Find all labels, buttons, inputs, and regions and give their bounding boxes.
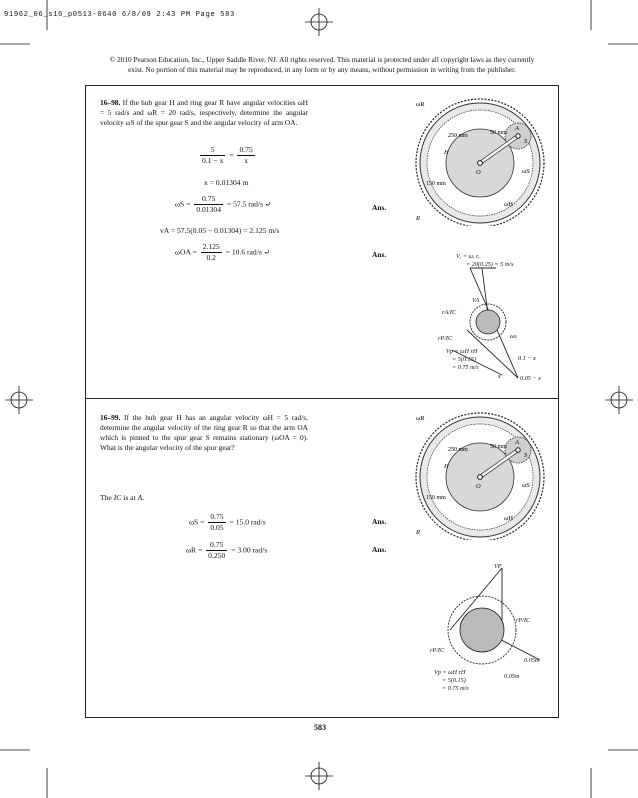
eq-ratio: $\frac{5}{0.1 - x}$ = $\frac{0.75}{x}$ bbox=[202, 145, 253, 165]
ic-statement: The IC is at A. bbox=[100, 493, 145, 502]
omega-h-label: ωH bbox=[504, 201, 513, 208]
handwritten-note: Vp = ωH rH bbox=[446, 348, 478, 355]
origin-label: O bbox=[476, 483, 481, 490]
handwritten-note: 0.1 − x bbox=[518, 355, 536, 362]
answer-label: Ans. bbox=[372, 250, 387, 259]
handwritten-note: = 5(0.15) bbox=[452, 356, 476, 363]
point-a-label: A bbox=[515, 125, 519, 132]
ring-gear-label: R bbox=[416, 215, 420, 222]
origin-label: O bbox=[476, 169, 481, 176]
point-a-label: A bbox=[515, 439, 519, 446]
eq-omega-s-99: ωS = $\frac{0.75}{0.05}$ = 15.0 rad/s bbox=[189, 512, 266, 532]
handwritten-note: rA/IC bbox=[442, 309, 457, 316]
page-number: 583 bbox=[314, 723, 326, 732]
problem-98-statement: 16–98. If the hub gear H and ring gear R have angular velocities ωH = 5 rad/s and ωR = 20 rad/s, respectively, determine the angular velocity ωS of the spur gear S and the angular velocity of arm OA. bbox=[100, 98, 308, 127]
radius-50-label: 50 mm bbox=[490, 444, 507, 450]
omega-r-label: ωR bbox=[416, 101, 425, 108]
omega-h-label: ωH bbox=[504, 515, 513, 522]
spur-gear-label: S bbox=[524, 452, 528, 459]
print-slug: 91962_06_s16_p0513-0640 6/8/09 2:43 PM Page 583 bbox=[4, 11, 235, 19]
copyright-notice: © 2010 Pearson Education, Inc., Upper Saddle River, NJ. All rights reserved. This material is protected under all copyright laws as they currently exist. No portion of this material may be reproduced, in any form or by any means, without permission in writing from the publisher. bbox=[109, 55, 535, 74]
ring-gear-label: R bbox=[416, 529, 420, 536]
handwritten-note: Vp = ωH rH bbox=[434, 669, 466, 676]
eq-x: x = 0.01304 m bbox=[204, 178, 249, 187]
radius-150-label: 150 mm bbox=[426, 181, 446, 187]
ccw-arrow-icon: ⤾ bbox=[264, 199, 272, 209]
handwritten-note: x bbox=[498, 373, 501, 380]
eq-omega-oa: ωOA = $\frac{2.125}{0.2}$ = 10.6 rad/s ⤾ bbox=[175, 242, 271, 262]
handwritten-note: rP/IC bbox=[516, 617, 531, 624]
problem-99-statement: 16–99. If the hub gear H has an angular velocity ωH = 5 rad/s, determine the angular velocity of the ring gear R so that the arm OA which is pinned to the spur gear S remains stationary (ωOA = 0). What is the angular velocity of the spur gear? bbox=[100, 413, 308, 452]
hub-gear-label: H bbox=[444, 149, 449, 156]
gear-diagram bbox=[412, 96, 552, 226]
handwritten-note: Vᵣ = ωᵣ rᵣ bbox=[456, 253, 480, 260]
handwritten-note: rP/IC bbox=[430, 647, 445, 654]
handwritten-note: = 0.75 m/s bbox=[442, 685, 469, 692]
handwritten-note: 0.05m bbox=[504, 673, 520, 680]
handwritten-note: 0.05 − x bbox=[520, 375, 541, 382]
eq-va: vA = 57.5(0.05 − 0.01304) = 2.125 m/s bbox=[160, 226, 280, 235]
omega-s-label: ωS bbox=[522, 482, 530, 489]
velocity-sketch bbox=[412, 250, 547, 390]
radius-250-label: 250 mm bbox=[448, 133, 468, 139]
omega-r-label: ωR bbox=[416, 415, 425, 422]
hub-gear-label: H bbox=[444, 463, 449, 470]
handwritten-note: rP/IC bbox=[438, 335, 453, 342]
eq-omega-s: ωS = $\frac{0.75}{0.01304}$ = 57.5 rad/s ⤾ bbox=[175, 194, 272, 214]
answer-label: Ans. bbox=[372, 517, 387, 526]
velocity-sketch bbox=[420, 560, 550, 705]
radius-50-label: 50 mm bbox=[490, 130, 507, 136]
ccw-arrow-icon: ⤾ bbox=[263, 247, 271, 257]
handwritten-note: = 0.75 m/s bbox=[452, 364, 479, 371]
handwritten-note: 0.05m bbox=[524, 657, 540, 664]
handwritten-note: VA bbox=[472, 297, 480, 304]
gear-diagram bbox=[412, 410, 552, 540]
answer-label: Ans. bbox=[372, 545, 387, 554]
handwritten-note: = 20(0.25) = 5 m/s bbox=[466, 261, 514, 268]
handwritten-note: VP bbox=[494, 563, 502, 570]
handwritten-note: ωs bbox=[510, 333, 517, 340]
answer-label: Ans. bbox=[372, 203, 387, 212]
problem-number: 16–99. bbox=[100, 413, 121, 422]
omega-s-label: ωS bbox=[522, 168, 530, 175]
spur-gear-label: S bbox=[524, 138, 528, 145]
radius-250-label: 250 mm bbox=[448, 447, 468, 453]
eq-omega-r-99: ωR = $\frac{0.75}{0.250}$ = 3.00 rad/s bbox=[186, 540, 268, 560]
radius-150-label: 150 mm bbox=[426, 495, 446, 501]
handwritten-note: = 5(0.15) bbox=[442, 677, 466, 684]
problem-number: 16–98. bbox=[100, 98, 121, 107]
